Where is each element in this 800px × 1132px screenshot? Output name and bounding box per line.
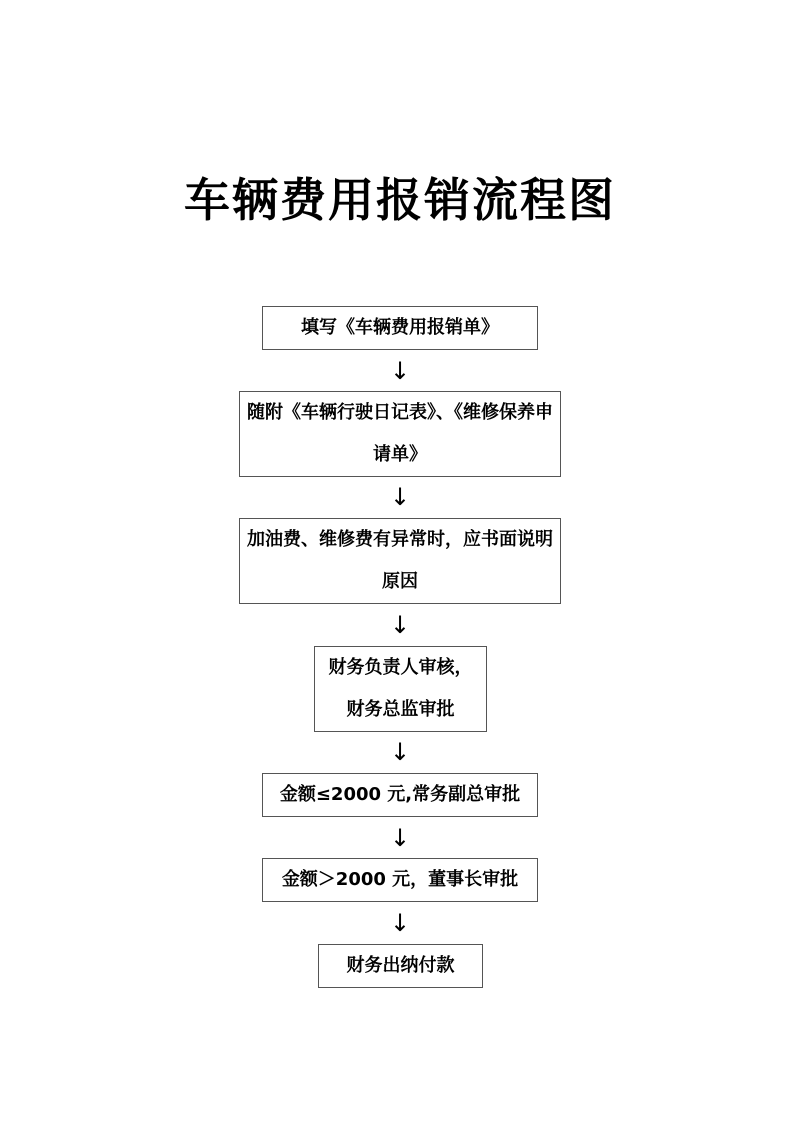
down-arrow-icon: ↓ [389,357,411,385]
flow-step-label: 随附《车辆行驶日记表》、《维修保养申请单》 [247,402,553,465]
page-title: 车辆费用报销流程图 [184,173,616,227]
down-arrow-icon: ↓ [389,909,411,937]
down-arrow-icon: ↓ [389,824,411,852]
down-arrow-icon: ↓ [389,483,411,511]
flow-step-fill-form [262,306,538,350]
down-arrow-icon: ↓ [389,738,411,766]
flow-step-label: 填写《车辆费用报销单》 [301,317,499,338]
flow-step-explain-anomaly [239,518,561,604]
flow-step-label: 金额≤2000 元,常务副总审批 [279,784,521,805]
flow-step-cashier-payment [318,944,483,988]
flow-step-finance-review [314,646,487,732]
flow-step-label: 加油费、维修费有异常时，应书面说明原因 [247,529,553,592]
down-arrow-icon: ↓ [389,611,411,639]
flow-step-vp-approval [262,773,538,817]
flow-step-label: 财务出纳付款 [346,955,455,976]
flow-step-label: 金额＞2000 元，董事长审批 [281,869,519,890]
flow-step-chairman-approval [262,858,538,902]
flow-step-attach-documents [239,391,561,477]
flow-step-label: 财务负责人审核，财务总监审批 [328,657,473,720]
